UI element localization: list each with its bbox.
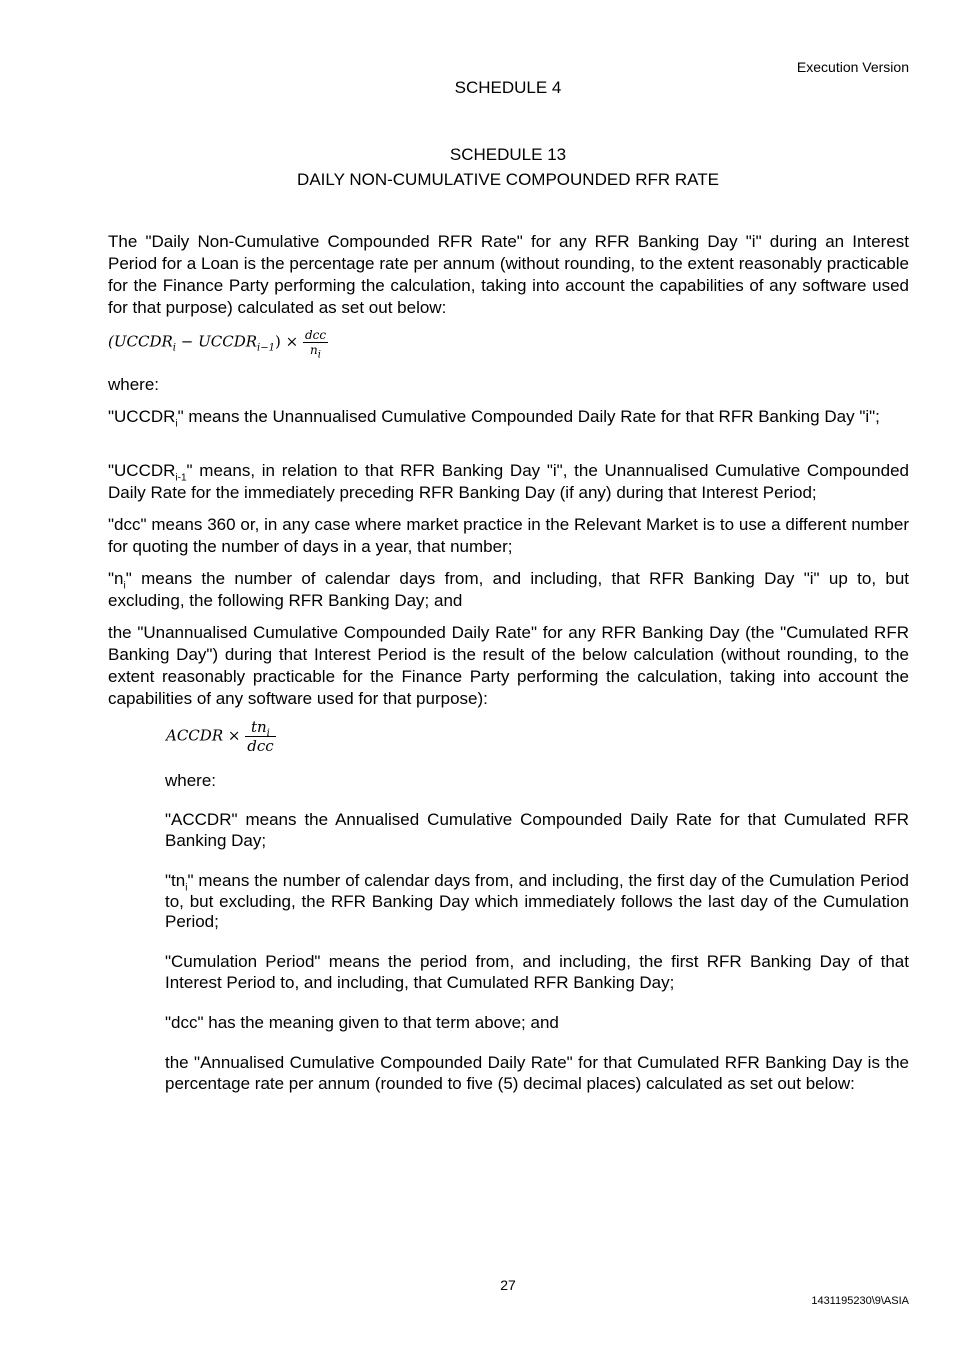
schedule-title: DAILY NON-CUMULATIVE COMPOUNDED RFR RATE bbox=[297, 170, 719, 189]
formula2-fraction bbox=[245, 718, 275, 755]
def-uccdr-i-post: " means the Unannualised Cumulative Compounded Daily Rate for that RFR Banking Day "i"; bbox=[177, 407, 880, 426]
def-tni-post: " means the number of calendar days from, and including, the first day of the Cumulation Period to, but excluding, the RFR Banking Day which immediately follows the last day of the Cumulation Period; bbox=[165, 871, 909, 931]
formula1-den-sub: i bbox=[317, 349, 321, 361]
where-label-1: where: bbox=[108, 375, 160, 394]
schedule-main-heading: SCHEDULE 4 bbox=[454, 78, 562, 97]
definition-cumulation-period: "Cumulation Period" means the period from, and including, the first RFR Banking Day of that Interest Period to, and including, that Cumulated RFR Banking Day; bbox=[165, 952, 909, 992]
formula1-minus: − bbox=[175, 332, 199, 351]
def-uccdr-i1-pre: "UCCDR bbox=[108, 461, 176, 480]
def-ni-sub: i bbox=[123, 580, 126, 592]
def-ni-pre: "n bbox=[108, 569, 124, 588]
intro-paragraph: The "Daily Non-Cumulative Compounded RFR Rate" for any RFR Banking Day "i" during an Interest Period for a Loan is the percentage rate per annum (without rounding, to the extent reasonably practicable for the Finance Party performing the calculation, taking into account the capabilities of any software used for that purpose) calculated as set out below: bbox=[108, 232, 909, 317]
formula2-term: ACCDR bbox=[166, 726, 224, 745]
def-uccdr-i1-post: " means, in relation to that RFR Banking Day "i", the Unannualised Cumulative Compounded Daily Rate for the immediately preceding RFR Banking Day (if any) during that Interest Period; bbox=[108, 461, 909, 502]
formula1-term1: UCCDR bbox=[113, 332, 173, 351]
page-number: 27 bbox=[500, 1277, 516, 1293]
definition-dcc-reference: "dcc" has the meaning given to that term above; and bbox=[165, 1013, 559, 1032]
formula2-num-text: tn bbox=[250, 718, 267, 736]
formula1-numerator: dcc bbox=[304, 328, 327, 342]
formula2-denominator: dcc bbox=[247, 737, 274, 755]
def-uccdr-i-pre: "UCCDR bbox=[108, 407, 176, 426]
definition-tni bbox=[165, 871, 909, 933]
definition-accdr: "ACCDR" means the Annualised Cumulative Compounded Daily Rate for that Cumulated RFR Banking Day; bbox=[165, 810, 909, 850]
def-uccdr-i-sub: i bbox=[175, 418, 178, 430]
formula1-denominator bbox=[303, 343, 328, 361]
def-uccdr-i1-sub: i-1 bbox=[175, 472, 187, 484]
formula1-fraction bbox=[303, 328, 328, 361]
where-label-2: where: bbox=[165, 771, 217, 790]
formula-accdr bbox=[166, 718, 276, 755]
def-tni-sub: i bbox=[185, 882, 188, 894]
definition-ni bbox=[108, 568, 909, 612]
formula1-sub2: i−1 bbox=[257, 342, 275, 354]
definition-uccdr-i-1 bbox=[108, 460, 909, 504]
definition-uccdr-i bbox=[108, 406, 909, 428]
formula1-den-text: n bbox=[310, 343, 318, 357]
formula1-open: ( bbox=[108, 332, 114, 351]
formula2-times: × bbox=[223, 726, 246, 745]
formula1-close: ) × bbox=[274, 332, 303, 351]
formula-daily-rate bbox=[108, 328, 328, 361]
definition-annualised-rate: the "Annualised Cumulative Compounded Daily Rate" for that Cumulated RFR Banking Day is the percentage rate per annum (rounded to five (5) decimal places) calculated as set out below: bbox=[165, 1053, 909, 1093]
schedule-sub-heading: SCHEDULE 13 bbox=[449, 145, 567, 164]
formula1-term2: UCCDR bbox=[198, 332, 258, 351]
definition-dcc: "dcc" means 360 or, in any case where market practice in the Relevant Market is to use a different number for quoting the number of days in a year, that number; bbox=[108, 515, 909, 556]
formula1-sub1: i bbox=[172, 342, 176, 354]
formula2-num-sub: i bbox=[266, 728, 270, 739]
def-tni-pre: "tn bbox=[165, 871, 186, 890]
execution-version-label: Execution Version bbox=[796, 59, 909, 75]
def-ni-post: " means the number of calendar days from, and including, that RFR Banking Day "i" up to, but excluding, the following RFR Banking Day; and bbox=[108, 569, 909, 610]
definition-unannualised-rate: the "Unannualised Cumulative Compounded Daily Rate" for any RFR Banking Day (the "Cumulated RFR Banking Day") during that Interest Period is the result of the below calculation (without rounding, to the extent reasonably practicable for the Finance Party performing the calculation, taking into account the capabilities of any software used for that purpose): bbox=[108, 623, 909, 708]
document-reference: 1431195230\9\ASIA bbox=[811, 1295, 909, 1307]
formula2-numerator bbox=[245, 718, 275, 737]
